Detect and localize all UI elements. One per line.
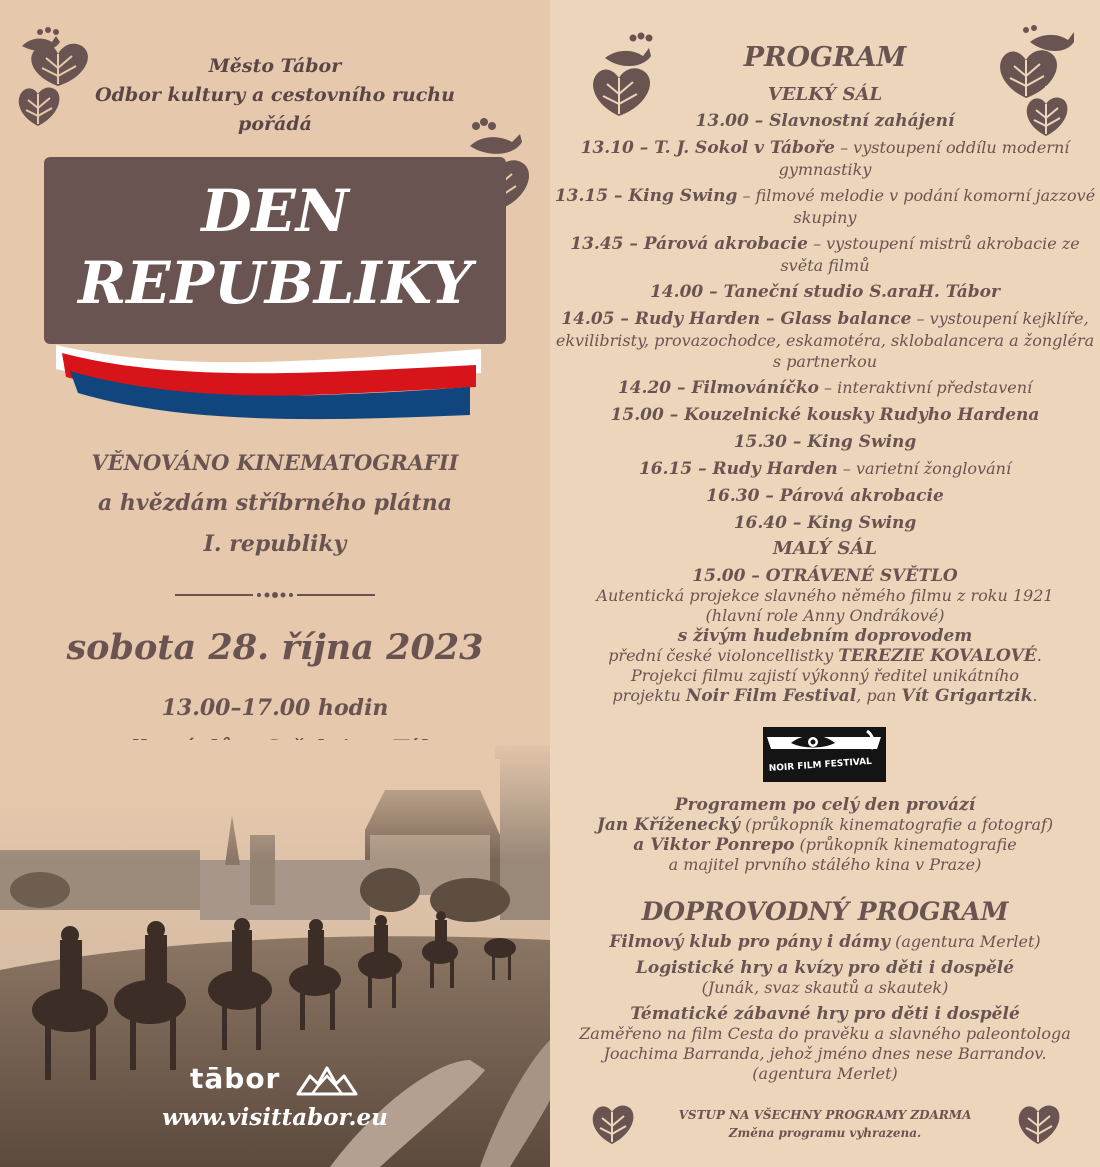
title-line-1: DEN bbox=[201, 177, 349, 245]
accompany-line-2 bbox=[550, 815, 1100, 835]
schedule-item-title: 13.10 – T. J. Sokol v Táboře bbox=[580, 138, 835, 158]
host-name: Jan Kříženecký bbox=[596, 815, 741, 835]
schedule-item-desc: – vystoupení kejklíře, ekvilibristy, provazochodce, eskamotéra, sklobalancera a žongléra s partnerkou bbox=[555, 309, 1095, 371]
text: přední české violoncellistky bbox=[608, 646, 839, 665]
schedule-item-title: 15.00 – Kouzelnické kousky Rudyho Hardena bbox=[610, 405, 1040, 425]
title-line-2: REPUBLIKY bbox=[78, 249, 472, 317]
dedication-line-1: VĚNOVÁNO KINEMATOGRAFII bbox=[91, 450, 459, 475]
schedule-item bbox=[550, 137, 1100, 180]
text: (Junák, svaz skautů a skautek) bbox=[701, 978, 949, 997]
event-hours: 13.00–17.00 hodin bbox=[161, 695, 389, 721]
schedule-item bbox=[550, 233, 1100, 276]
free-entry-note: VSTUP NA VŠECHNY PROGRAMY ZDARMA bbox=[678, 1108, 972, 1122]
small-hall-line-1: Autentická projekce slavného němého filmu z roku 1921 bbox=[596, 586, 1054, 605]
festival-name: Noir Film Festival bbox=[685, 686, 857, 706]
schedule-item bbox=[550, 485, 1100, 507]
schedule-item-desc: – vystoupení oddílu moderní gymnastiky bbox=[778, 138, 1070, 179]
schedule-item-title: 15.30 – King Swing bbox=[733, 432, 917, 452]
side-item-2 bbox=[550, 958, 1100, 998]
change-note: Změna programu vyhrazena. bbox=[728, 1126, 922, 1140]
schedule-item-desc: – vystoupení mistrů akrobacie ze světa filmů bbox=[780, 234, 1080, 275]
side-program-title: DOPROVODNÝ PROGRAM bbox=[641, 897, 1009, 926]
text: Zaměřeno na film Cesta do pravěku a slavného paleontologa bbox=[579, 1024, 1071, 1043]
small-hall-line-5: Projekci filmu zajistí výkonný ředitel unikátního bbox=[630, 666, 1020, 685]
right-panel bbox=[550, 0, 1100, 1167]
tabor-logo-text: tābor bbox=[190, 1062, 281, 1095]
side-item-title: Filmový klub pro pány i dámy bbox=[609, 932, 891, 952]
dedication-line-3: I. republiky bbox=[203, 531, 347, 557]
noir-logo-text: NOIR FILM FESTIVAL bbox=[768, 756, 873, 774]
accompany-line-4: a majitel prvního stálého kina v Praze) bbox=[668, 855, 982, 874]
website-link[interactable]: www.visittabor.eu bbox=[162, 1104, 388, 1131]
host-name: a Viktor Ponrepo bbox=[633, 835, 795, 855]
footer-notes bbox=[550, 1106, 1100, 1142]
organizer-block bbox=[40, 52, 510, 139]
schedule-item bbox=[550, 512, 1100, 534]
schedule-item bbox=[550, 404, 1100, 426]
text: . bbox=[1036, 646, 1042, 665]
schedule-item-desc: – varietní žonglování bbox=[837, 459, 1012, 478]
tabor-castle-logo-icon bbox=[296, 1064, 358, 1096]
schedule-item bbox=[550, 110, 1100, 132]
schedule-item-title: 14.00 – Taneční studio S.araH. Tábor bbox=[650, 282, 1000, 302]
performer-name: TEREZIE KOVALOVÉ bbox=[838, 646, 1037, 666]
big-hall-schedule bbox=[550, 110, 1100, 539]
czech-flag-ribbon bbox=[56, 325, 481, 420]
small-hall-line-6 bbox=[550, 686, 1100, 706]
accompany-block bbox=[550, 795, 1100, 875]
side-item-title: Tématické zábavné hry pro děti i dospělé bbox=[630, 1004, 1020, 1024]
accompany-line-3 bbox=[550, 835, 1100, 855]
small-hall-heading: MALÝ SÁL bbox=[772, 538, 878, 559]
text: projektu bbox=[612, 686, 686, 705]
small-hall-title: 15.00 – OTRÁVENÉ SVĚTLO bbox=[692, 566, 958, 586]
schedule-item bbox=[550, 431, 1100, 453]
text: (agentura Merlet) bbox=[890, 932, 1041, 951]
schedule-item-title: 16.30 – Párová akrobacie bbox=[706, 486, 944, 506]
schedule-item bbox=[550, 185, 1100, 228]
side-item-1 bbox=[550, 932, 1100, 952]
schedule-item-title: 13.15 – King Swing bbox=[554, 186, 738, 206]
text: (průkopník kinematografie a fotograf) bbox=[740, 815, 1054, 834]
text: (průkopník kinematografie bbox=[794, 835, 1017, 854]
small-hall-line-3: s živým hudebním doprovodem bbox=[677, 626, 973, 646]
text: , pan bbox=[856, 686, 902, 705]
side-program-block bbox=[550, 932, 1100, 1090]
org-line-city: Město Tábor bbox=[208, 55, 342, 77]
small-hall-line-2: (hlavní role Anny Ondrákové) bbox=[705, 606, 945, 625]
schedule-item-desc: – interaktivní představení bbox=[818, 378, 1033, 397]
noir-film-festival-logo bbox=[763, 727, 886, 782]
event-title-box bbox=[44, 157, 506, 344]
side-item-3 bbox=[550, 1004, 1100, 1084]
schedule-item-title: 16.15 – Rudy Harden bbox=[638, 459, 838, 479]
photo-fade bbox=[0, 740, 550, 860]
schedule-item bbox=[550, 281, 1100, 303]
org-line-presents: pořádá bbox=[238, 113, 312, 135]
schedule-item bbox=[550, 308, 1100, 372]
big-hall-heading: VELKÝ SÁL bbox=[767, 84, 883, 105]
side-item-title: Logistické hry a kvízy pro děti i dospělé bbox=[635, 958, 1015, 978]
ornamental-divider bbox=[175, 588, 375, 602]
schedule-item bbox=[550, 377, 1100, 399]
text: Joachima Barranda, jehož jméno dnes nese Barrandov. bbox=[603, 1044, 1047, 1063]
schedule-item-title: 14.05 – Rudy Harden – Glass balance bbox=[561, 309, 912, 329]
event-date: sobota 28. října 2023 bbox=[66, 627, 484, 668]
small-hall-line-4 bbox=[550, 646, 1100, 666]
text: . bbox=[1032, 686, 1038, 705]
small-hall-block bbox=[550, 566, 1100, 706]
program-title: PROGRAM bbox=[743, 42, 907, 73]
accompany-line-1: Programem po celý den provází bbox=[674, 795, 976, 815]
director-name: Vít Grigartzik bbox=[901, 686, 1033, 706]
text: (agentura Merlet) bbox=[752, 1064, 898, 1083]
org-line-department: Odbor kultury a cestovního ruchu bbox=[95, 84, 455, 106]
schedule-item bbox=[550, 458, 1100, 480]
schedule-item-title: 16.40 – King Swing bbox=[733, 513, 917, 533]
schedule-item-title: 13.00 – Slavnostní zahájení bbox=[695, 111, 955, 131]
schedule-item-title: 14.20 – Filmováníčko bbox=[617, 378, 819, 398]
schedule-item-desc: – filmové melodie v podání komorní jazzové skupiny bbox=[737, 186, 1096, 227]
schedule-item-title: 13.45 – Párová akrobacie bbox=[570, 234, 808, 254]
dedication-line-2: a hvězdám stříbrného plátna bbox=[98, 490, 452, 516]
